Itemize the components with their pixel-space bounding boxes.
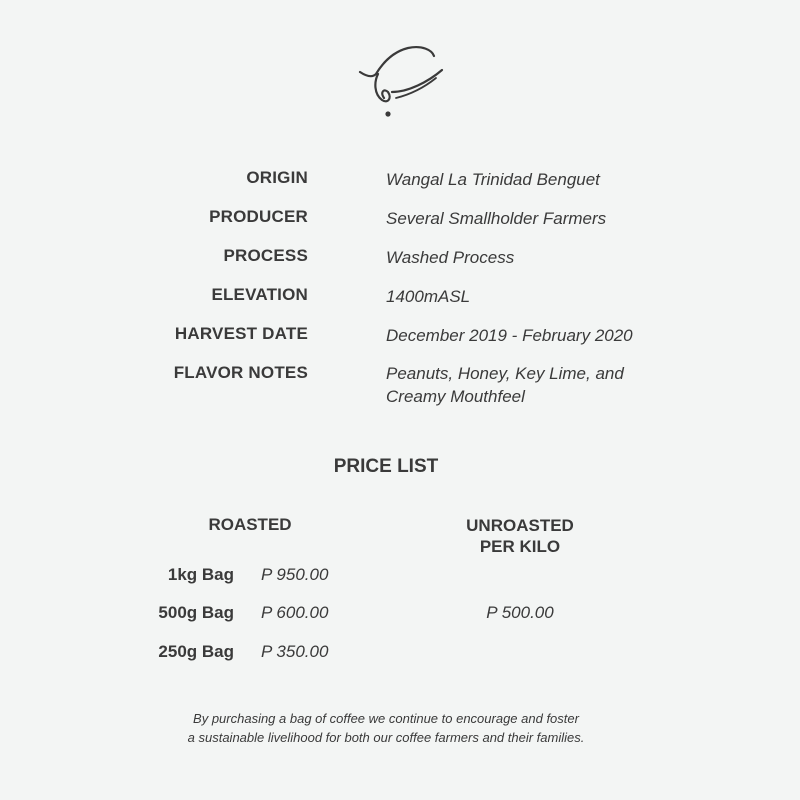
flavor-notes-label: FLAVOR NOTES (173, 363, 308, 382)
origin-value: Wangal La Trinidad Benguet (386, 170, 600, 189)
harvest-date-label: HARVEST DATE (174, 324, 308, 343)
script-signature-logo-icon (352, 42, 448, 122)
unroasted-heading-line-2: PER KILO (479, 537, 561, 556)
brand-logo (352, 42, 448, 122)
unroasted-price: P 500.00 (486, 603, 554, 622)
bag-250g-label: 250g Bag (158, 642, 234, 661)
roasted-heading: ROASTED (208, 515, 292, 534)
bag-500g-label: 500g Bag (158, 603, 234, 622)
price-list-title: PRICE LIST (333, 456, 439, 477)
bag-250g-price: P 350.00 (261, 642, 329, 661)
producer-value: Several Smallholder Farmers (386, 209, 607, 228)
footer-note (0, 709, 772, 747)
bag-500g-price: P 600.00 (261, 603, 329, 622)
unroasted-heading (430, 515, 610, 557)
flavor-notes-line-2: Creamy Mouthfeel (386, 387, 525, 406)
bag-1kg-label: 1kg Bag (167, 565, 234, 584)
footer-line-1: By purchasing a bag of coffee we continue to encourage and foster (193, 711, 579, 726)
bag-1kg-price: P 950.00 (261, 565, 329, 584)
process-value: Washed Process (386, 248, 515, 267)
process-label: PROCESS (223, 246, 308, 265)
harvest-date-value: December 2019 - February 2020 (386, 326, 633, 345)
unroasted-heading-line-1: UNROASTED (466, 516, 574, 535)
flavor-notes-value (386, 362, 624, 408)
origin-label: ORIGIN (246, 168, 308, 187)
footer-line-2: a sustainable livelihood for both our coffee farmers and their families. (187, 730, 585, 745)
elevation-label: ELEVATION (211, 285, 308, 304)
producer-label: PRODUCER (209, 207, 308, 226)
flavor-notes-line-1: Peanuts, Honey, Key Lime, and (386, 364, 624, 383)
elevation-value: 1400mASL (386, 287, 471, 306)
